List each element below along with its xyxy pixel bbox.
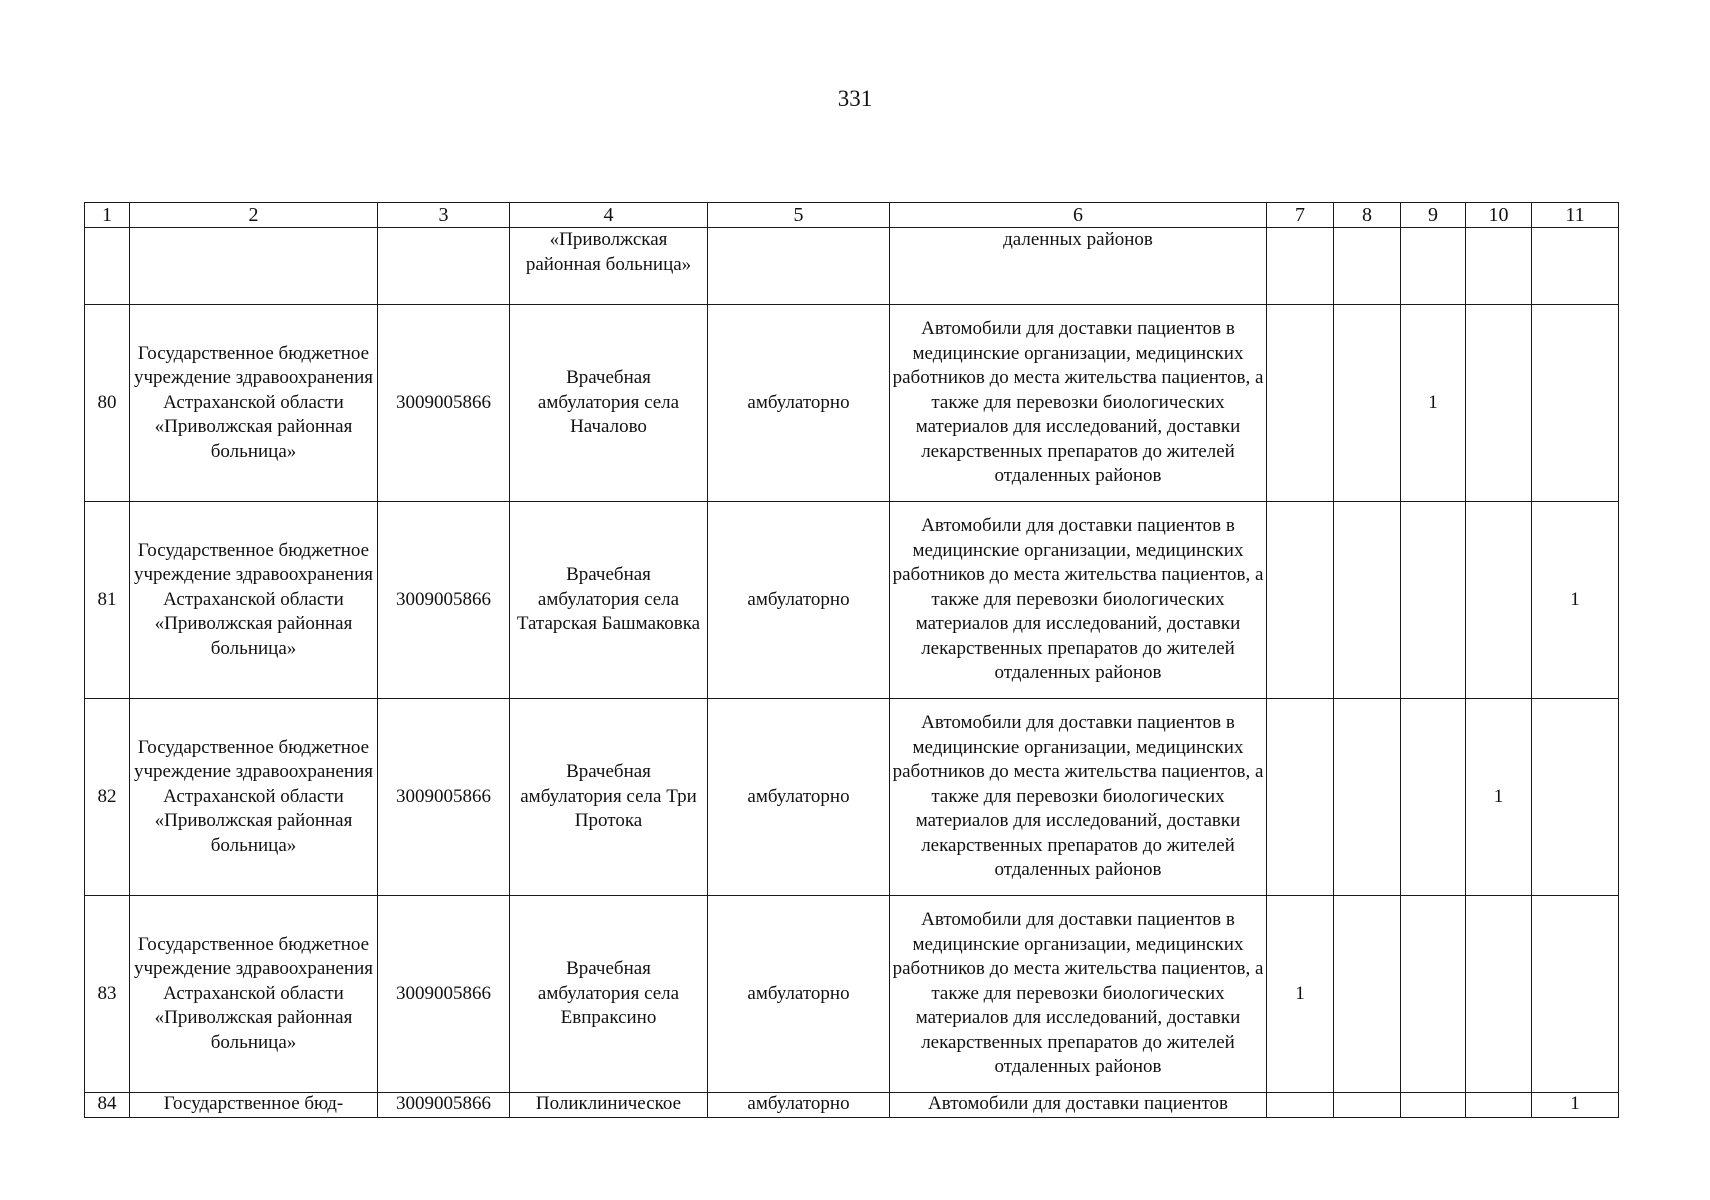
purpose-cell: Автомобили для доставки пациентов в медицинские организации, медицинских работников до места жительства пациентов, а также для перевозки биологических материалов для исследований, доставки лекарственных препаратов до жителей отдаленных районов	[890, 502, 1267, 699]
count-cell	[1267, 1093, 1334, 1118]
unit-name-cell: Врачебная амбулатория села Началово	[510, 305, 708, 502]
count-cell	[1466, 502, 1532, 699]
table-row	[85, 1093, 1619, 1118]
count-cell	[1401, 896, 1466, 1093]
unit-name-cell: Врачебная амбулатория села Татарская Башмаковка	[510, 502, 708, 699]
column-header: 6	[890, 203, 1267, 228]
table-row	[85, 502, 1619, 699]
count-cell: 1	[1532, 1093, 1619, 1118]
row-number: 81	[85, 502, 130, 699]
row-number: 83	[85, 896, 130, 1093]
count-cell	[1466, 305, 1532, 502]
table-cell	[708, 228, 890, 305]
inn-cell: 3009005866	[378, 699, 510, 896]
organization-cell: Государственное бюджетное учреждение здравоохранения Астраханской области «Приволжская районная больница»	[130, 305, 378, 502]
count-cell	[1401, 1093, 1466, 1118]
count-cell: 1	[1401, 305, 1466, 502]
table-row	[85, 305, 1619, 502]
table-cell	[130, 228, 378, 305]
count-cell	[1401, 699, 1466, 896]
count-cell	[1532, 305, 1619, 502]
unit-name-cell: «Приволжская районная больница»	[510, 228, 708, 305]
count-cell	[1267, 305, 1334, 502]
care-mode-cell: амбулаторно	[708, 1093, 890, 1118]
unit-name-cell: Поликлиническое	[510, 1093, 708, 1118]
purpose-cell: даленных районов	[890, 228, 1267, 305]
purpose-cell: Автомобили для доставки пациентов	[890, 1093, 1267, 1118]
count-cell	[1466, 1093, 1532, 1118]
column-header: 1	[85, 203, 130, 228]
column-header: 3	[378, 203, 510, 228]
table-row	[85, 896, 1619, 1093]
column-header: 7	[1267, 203, 1334, 228]
count-cell	[1334, 699, 1401, 896]
table-cell	[1334, 228, 1401, 305]
care-mode-cell: амбулаторно	[708, 305, 890, 502]
count-cell	[1334, 896, 1401, 1093]
count-cell	[1267, 699, 1334, 896]
count-cell	[1267, 502, 1334, 699]
purpose-cell: Автомобили для доставки пациентов в медицинские организации, медицинских работников до места жительства пациентов, а также для перевозки биологических материалов для исследований, доставки лекарственных препаратов до жителей отдаленных районов	[890, 896, 1267, 1093]
inn-cell: 3009005866	[378, 896, 510, 1093]
count-cell	[1532, 699, 1619, 896]
page-number: 331	[837, 86, 873, 111]
inn-cell: 3009005866	[378, 1093, 510, 1118]
vehicle-allocation-table	[84, 202, 1619, 1118]
column-header: 11	[1532, 203, 1619, 228]
organization-cell: Государственное бюд-	[130, 1093, 378, 1118]
organization-cell: Государственное бюджетное учреждение здравоохранения Астраханской области «Приволжская районная больница»	[130, 699, 378, 896]
table-cell	[1532, 228, 1619, 305]
unit-name-cell: Врачебная амбулатория села Евпраксино	[510, 896, 708, 1093]
care-mode-cell: амбулаторно	[708, 502, 890, 699]
count-cell	[1334, 502, 1401, 699]
continuation-row	[85, 228, 1619, 305]
organization-cell: Государственное бюджетное учреждение здравоохранения Астраханской области «Приволжская районная больница»	[130, 896, 378, 1093]
row-number: 82	[85, 699, 130, 896]
count-cell: 1	[1466, 699, 1532, 896]
count-cell: 1	[1532, 502, 1619, 699]
inn-cell: 3009005866	[378, 305, 510, 502]
table-cell	[1466, 228, 1532, 305]
count-cell	[1401, 502, 1466, 699]
inn-cell: 3009005866	[378, 502, 510, 699]
table-cell	[378, 228, 510, 305]
column-number-row	[85, 203, 1619, 228]
column-header: 10	[1466, 203, 1532, 228]
table-cell	[85, 228, 130, 305]
column-header: 4	[510, 203, 708, 228]
row-number: 80	[85, 305, 130, 502]
column-header: 8	[1334, 203, 1401, 228]
purpose-cell: Автомобили для доставки пациентов в медицинские организации, медицинских работников до места жительства пациентов, а также для перевозки биологических материалов для исследований, доставки лекарственных препаратов до жителей отдаленных районов	[890, 305, 1267, 502]
count-cell	[1334, 1093, 1401, 1118]
care-mode-cell: амбулаторно	[708, 896, 890, 1093]
count-cell	[1466, 896, 1532, 1093]
count-cell	[1334, 305, 1401, 502]
column-header: 2	[130, 203, 378, 228]
column-header: 5	[708, 203, 890, 228]
care-mode-cell: амбулаторно	[708, 699, 890, 896]
column-header: 9	[1401, 203, 1466, 228]
row-number: 84	[85, 1093, 130, 1118]
table-cell	[1401, 228, 1466, 305]
count-cell	[1532, 896, 1619, 1093]
table-cell	[1267, 228, 1334, 305]
unit-name-cell: Врачебная амбулатория села Три Протока	[510, 699, 708, 896]
count-cell: 1	[1267, 896, 1334, 1093]
organization-cell: Государственное бюджетное учреждение здравоохранения Астраханской области «Приволжская районная больница»	[130, 502, 378, 699]
purpose-cell: Автомобили для доставки пациентов в медицинские организации, медицинских работников до места жительства пациентов, а также для перевозки биологических материалов для исследований, доставки лекарственных препаратов до жителей отдаленных районов	[890, 699, 1267, 896]
table-row	[85, 699, 1619, 896]
